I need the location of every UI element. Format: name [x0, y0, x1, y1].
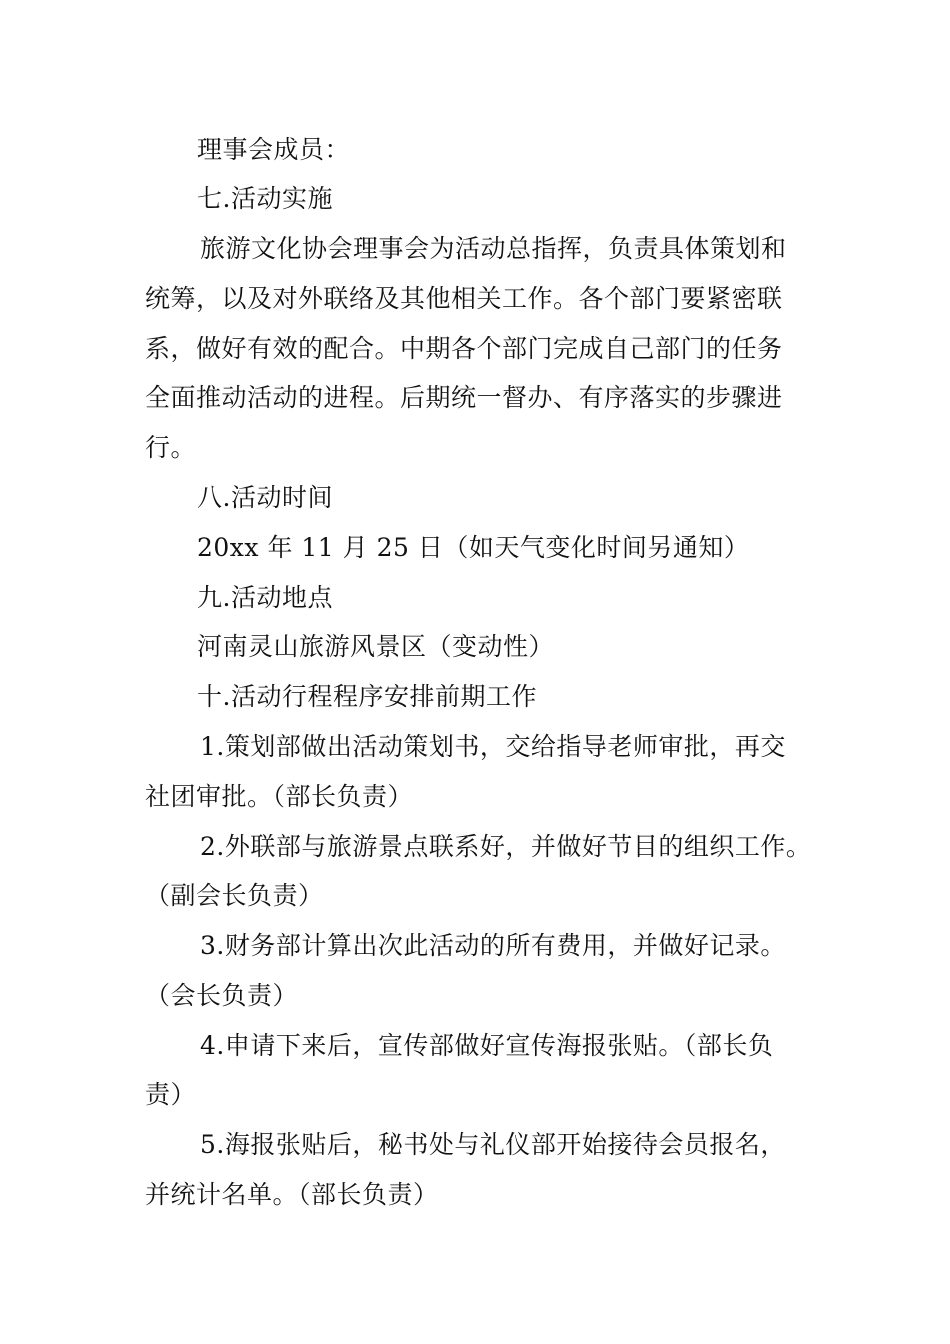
- text-activity-date: 20xx 年 11 月 25 日（如天气变化时间另通知）: [197, 533, 750, 562]
- list-item-1-line-2: 社团审批。（部长负责）: [145, 782, 414, 811]
- paragraph-line-1: 旅游文化协会理事会为活动总指挥，负责具体策划和: [200, 234, 787, 263]
- list-item-5-line-2: 并统计名单。（部长负责）: [145, 1180, 439, 1209]
- heading-activity-location: 九.活动地点: [197, 583, 333, 612]
- paragraph-line-2: 统筹，以及对外联络及其他相关工作。各个部门要紧密联: [145, 284, 783, 313]
- list-item-2-line-2: （副会长负责）: [145, 881, 324, 910]
- heading-activity-implementation: 七.活动实施: [197, 184, 333, 213]
- list-item-5-line-1: 5.海报张贴后，秘书处与礼仪部开始接待会员报名，: [200, 1130, 786, 1159]
- list-item-4-line-1: 4.申请下来后，宣传部做好宣传海报张贴。（部长负: [200, 1031, 774, 1060]
- heading-activity-time: 八.活动时间: [197, 483, 333, 512]
- list-item-3-line-2: （会长负责）: [145, 981, 299, 1010]
- heading-activity-schedule: 十.活动行程程序安排前期工作: [197, 682, 537, 711]
- paragraph-line-3: 系，做好有效的配合。中期各个部门完成自己部门的任务: [145, 334, 783, 363]
- paragraph-line-4: 全面推动活动的进程。后期统一督办、有序落实的步骤进: [145, 383, 783, 412]
- list-item-1-line-1: 1.策划部做出活动策划书，交给指导老师审批，再交: [200, 732, 786, 761]
- list-item-4-line-2: 责）: [145, 1080, 197, 1109]
- paragraph-line-5: 行。: [145, 433, 197, 462]
- list-item-2-line-1: 2.外联部与旅游景点联系好，并做好节目的组织工作。: [200, 832, 812, 861]
- text-line-council-members: 理事会成员：: [197, 135, 351, 164]
- text-activity-location: 河南灵山旅游风景区（变动性）: [197, 632, 555, 661]
- list-item-3-line-1: 3.财务部计算出次此活动的所有费用，并做好记录。: [200, 931, 786, 960]
